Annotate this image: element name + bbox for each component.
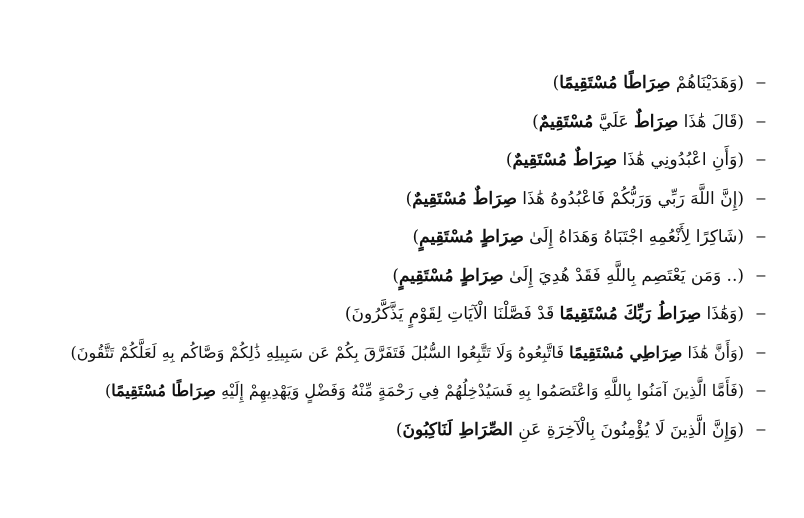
list-dash: –: [756, 189, 766, 207]
list-dash: –: [756, 112, 766, 130]
verse-text: [413, 218, 745, 257]
verse-line: [22, 103, 772, 142]
list-dash: –: [756, 343, 766, 361]
verse-text-plain: (فَأَمَّا الَّذِينَ آمَنُوا بِاللَّهِ وَاعْتَصَمُوا بِهِ فَسَيُدْخِلُهُمْ فِي رَحْمَةٍ مِّنْهُ وَفَضْلٍ وَيَهْدِيهِمْ إِلَيْهِ: [215, 381, 744, 400]
verse-line: [22, 218, 772, 257]
verse-text-plain: (.. وَمَن يَعْتَصِم بِاللَّهِ فَقَدْ هُدِيَ إِلَىٰ: [503, 265, 744, 286]
verse-text-plain: (وَإِنَّ الَّذِينَ لَا يُؤْمِنُونَ بِالْآخِرَةِ عَنِ: [512, 419, 744, 440]
verse-text-bold: صِرَاطُ رَبِّكَ مُسْتَقِيمًا: [559, 304, 702, 324]
verse-closing: ): [395, 419, 403, 440]
verse-text: [71, 334, 744, 373]
verse-line: [22, 141, 772, 180]
verse-text: [406, 180, 744, 219]
verse-line: [22, 372, 772, 411]
verse-closing: ): [104, 381, 112, 400]
verse-text: [532, 103, 744, 142]
verse-text-plain: فَاتَّبِعُوهُ وَلَا تَتَّبِعُوا السُّبُلَ فَتَفَرَّقَ بِكُمْ عَن سَبِيلِهِ ذَٰلِكُمْ وَصَّاكُم بِهِ لَعَلَّكُمْ تَتَّقُونَ: [76, 342, 570, 362]
verse-text-plain: (وَهَدَيْنَاهُمْ: [670, 73, 744, 93]
verse-text-bold: صِرَاطٌ مُسْتَقِيمٌ: [512, 150, 618, 170]
list-dash: –: [756, 420, 766, 438]
verse-text-bold: مُسْتَقِيمٌ: [538, 111, 594, 132]
verse-text: [392, 257, 744, 296]
verse-text-plain: (وَهَٰذَا: [701, 304, 744, 324]
list-dash: –: [756, 266, 766, 284]
list-dash: –: [756, 74, 766, 91]
verse-text: [396, 411, 744, 450]
verse-text-plain: (قَالَ هَٰذَا: [678, 111, 744, 132]
verse-closing: ): [70, 342, 77, 362]
verse-text: [553, 64, 744, 103]
verse-text-bold: صِرَاطٌ: [634, 111, 679, 132]
verse-closing: ): [532, 111, 539, 132]
verse-text: [506, 141, 744, 180]
verse-text-plain: (وَأَنَّ هَٰذَا: [682, 342, 744, 362]
verse-line: [22, 334, 772, 373]
verse-text-bold: صِرَاطِي مُسْتَقِيمًا: [569, 342, 683, 362]
verse-text-plain: عَلَيَّ: [593, 111, 635, 132]
verse-closing: ): [344, 304, 352, 324]
verse-text-plain: (وَأَنِ اعْبُدُونِي هَٰذَا: [617, 150, 744, 170]
list-dash: –: [756, 382, 766, 399]
verse-line: [22, 64, 772, 103]
verse-text-bold: صِرَاطًا مُسْتَقِيمًا: [111, 381, 216, 400]
verse-text: [345, 295, 744, 334]
verse-text-plain: قَدْ فَصَّلْنَا الْآيَاتِ لِقَوْمٍ يَذَّكَّرُونَ: [351, 304, 560, 324]
verse-text-plain: (شَاكِرًا لِأَنْعُمِهِ اجْتَبَاهُ وَهَدَاهُ إِلَىٰ: [523, 227, 744, 247]
list-dash: –: [756, 228, 766, 245]
verse-text-bold: صِرَاطًا مُسْتَقِيمًا: [559, 73, 671, 93]
verse-line: [22, 411, 772, 450]
verse-text-bold: الصِّرَاطِ لَنَاكِبُونَ: [402, 419, 513, 440]
verse-line: [22, 180, 772, 219]
list-dash: –: [756, 305, 766, 322]
verse-text-plain: (إِنَّ اللَّهَ رَبِّي وَرَبُّكُمْ فَاعْبُدُوهُ هَٰذَا: [516, 188, 744, 209]
verse-closing: ): [505, 150, 513, 170]
verse-list: [22, 64, 772, 449]
verse-text-bold: صِرَاطٍ مُسْتَقِيمٍ: [419, 227, 524, 247]
verse-text: [105, 372, 744, 411]
verse-closing: ): [392, 265, 399, 286]
verse-line: [22, 295, 772, 334]
verse-closing: ): [405, 188, 413, 209]
verse-closing: ): [552, 73, 560, 93]
verse-text-bold: صِرَاطٍ مُسْتَقِيمٍ: [398, 265, 504, 286]
verse-closing: ): [412, 227, 420, 247]
verse-text-bold: صِرَاطٌ مُسْتَقِيمٌ: [412, 188, 517, 209]
verse-line: [22, 257, 772, 296]
list-dash: –: [756, 151, 766, 168]
